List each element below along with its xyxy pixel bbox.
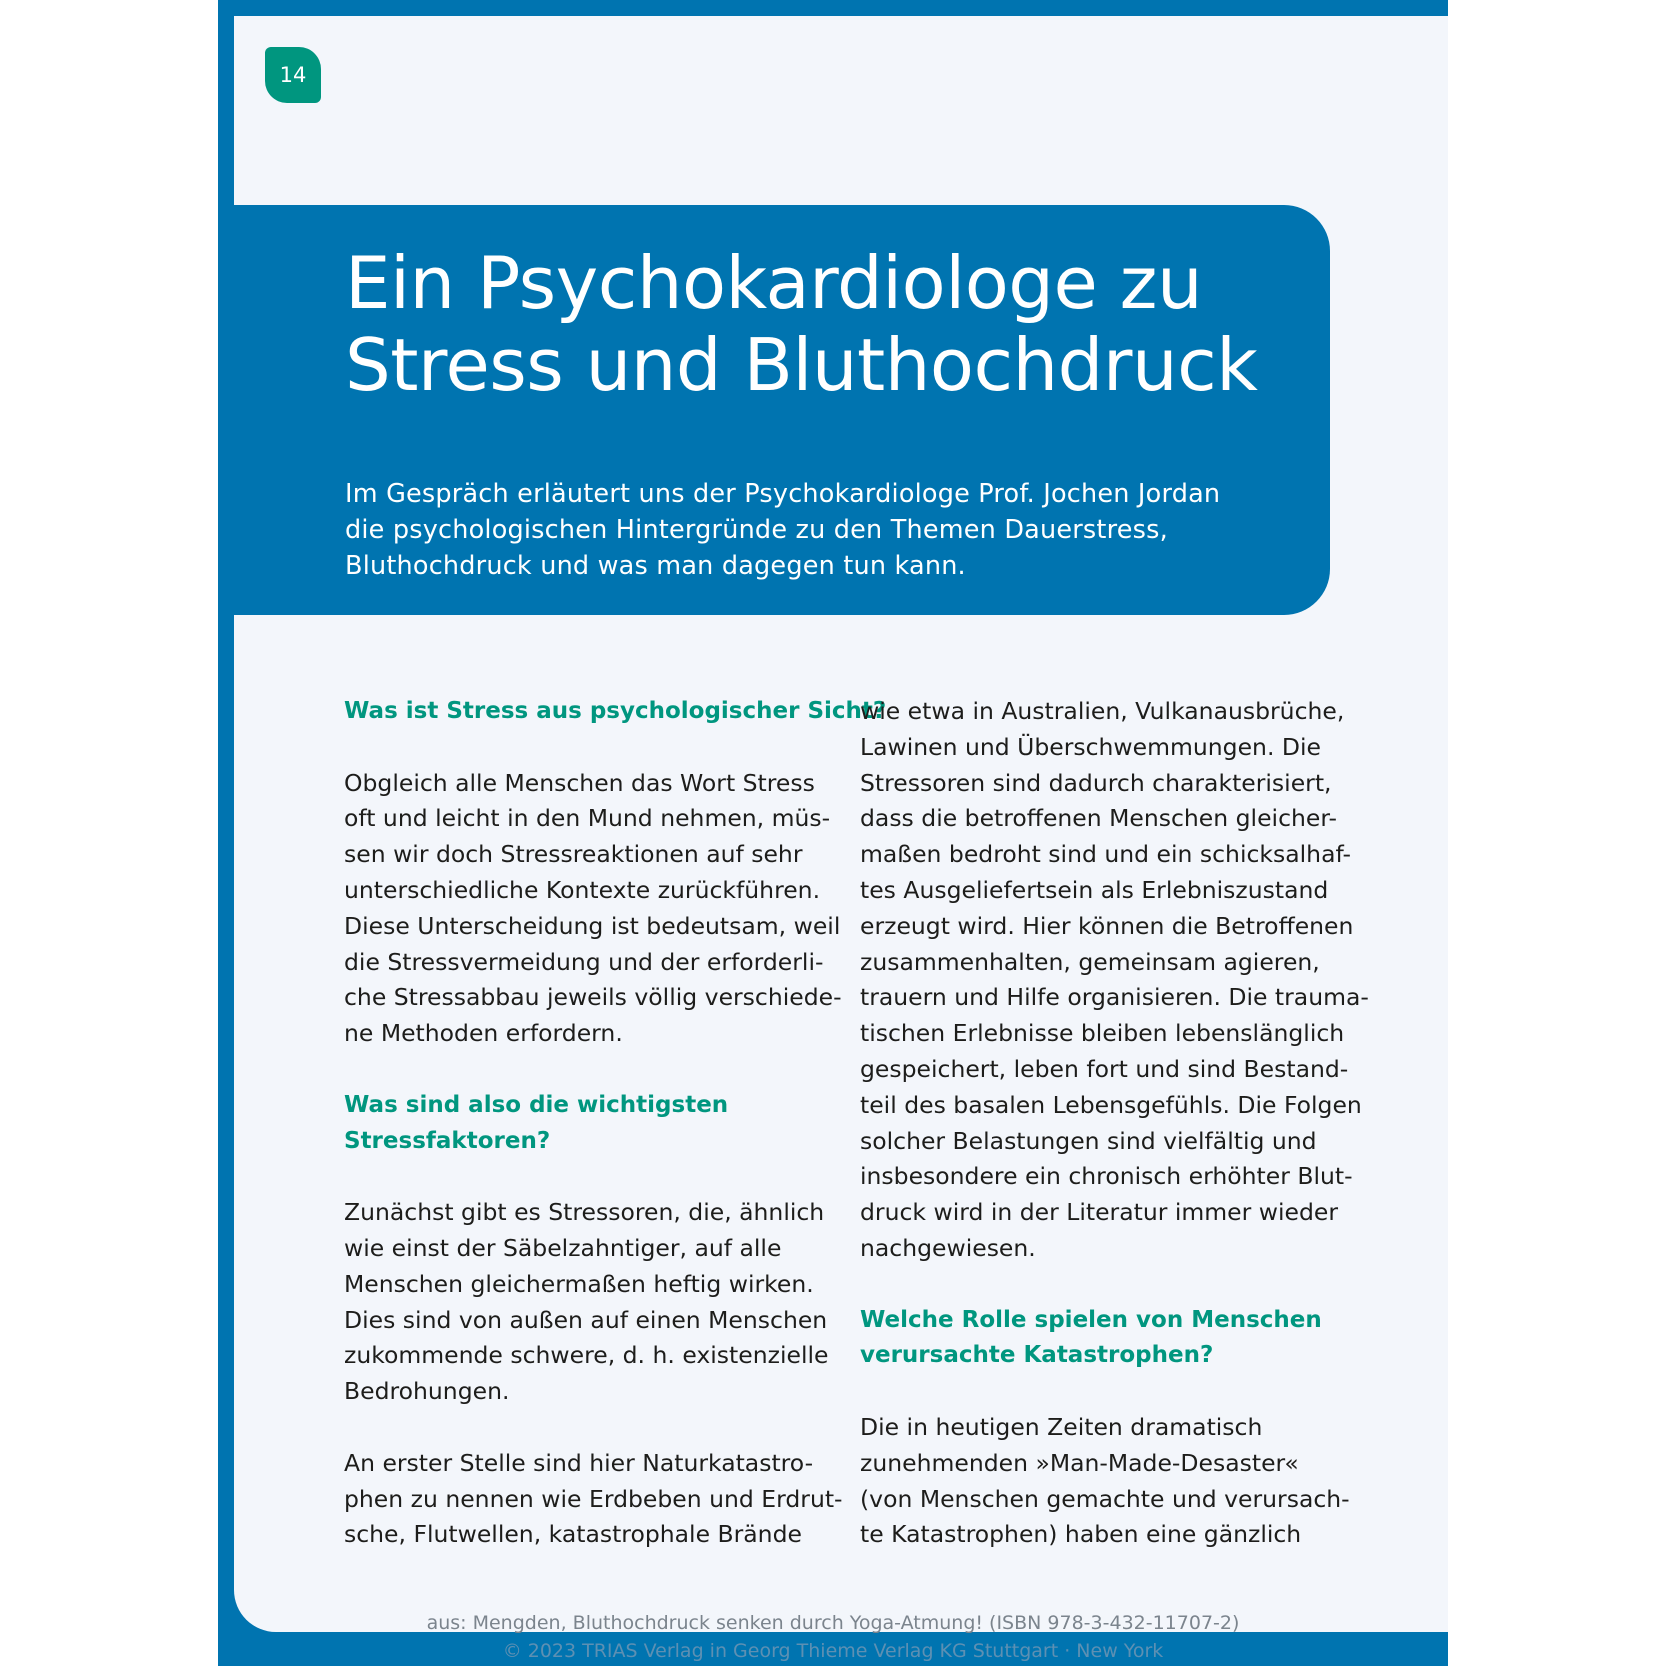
text-line: Obgleich alle Menschen das Wort Stress [344,768,815,797]
title-line: Stress und Bluthochdruck [345,323,1258,407]
question-heading [344,1088,834,1160]
text-line: tischen Erlebnisse bleiben lebenslänglich [860,1019,1345,1048]
text-line: zusammenhalten, gemeinsam agieren, [860,947,1320,976]
text-line: oft und leicht in den Mund nehmen, müs- [344,804,831,833]
answer-paragraph [344,766,842,1052]
text-line: che Stressabbau jeweils völlig verschiede- [344,983,842,1012]
text-line: An erster Stelle sind hier Naturkatastro- [344,1448,814,1477]
text-line: (von Menschen gemachte und verursach- [860,1484,1350,1513]
text-line: Diese Unterscheidung ist bedeutsam, weil [344,911,841,940]
text-line: te Katastrophen) haben eine gänzlich [860,1520,1302,1549]
text-line: solcher Belastungen sind vielfältig und [860,1126,1317,1155]
right-column [860,694,1369,1553]
heading-line: Was ist Stress aus psychologischer Sicht? [344,698,887,724]
heading-line: Was sind also die wichtigsten [344,1091,729,1118]
answer-paragraph [860,1410,1350,1553]
text-line: insbesondere ein chronisch erhöhter Blut- [860,1162,1353,1191]
text-line: tes Ausgeliefertsein als Erlebniszustand [860,875,1329,904]
text-line: Dies sind von außen auf einen Menschen [344,1305,828,1334]
text-line: druck wird in der Literatur immer wieder [860,1198,1338,1227]
heading-line: Welche Rolle spielen von Menschen [860,1306,1322,1333]
text-line: maßen bedroht sind und ein schicksalhaf- [860,840,1351,869]
article-title [345,242,1305,406]
intro-text [345,476,1305,584]
text-line: nachgewiesen. [860,1233,1036,1262]
text-line: Die in heutigen Zeiten dramatisch [860,1412,1263,1441]
text-line: gespeichert, leben fort und sind Bestand- [860,1054,1349,1083]
text-line: erzeugt wird. Hier können die Betroffenen [860,911,1354,940]
left-column [344,694,887,1553]
text-line: die Stressvermeidung und der erforderli- [344,947,824,976]
answer-paragraph [344,1195,834,1410]
text-line: Menschen gleichermaßen heftig wirken. [344,1269,814,1298]
heading-line: verursachte Katastrophen? [860,1342,1214,1369]
text-line: zunehmenden »Man-Made-Desaster« [860,1448,1299,1477]
text-line: wie etwa in Australien, Vulkanausbrüche, [860,697,1345,725]
text-line: ne Methoden erfordern. [344,1019,623,1048]
text-line: zukommende schwere, d. h. existenzielle [344,1341,829,1370]
question-heading [344,694,887,730]
page-number-badge: 14 [265,47,321,103]
text-line: Stressoren sind dadurch charakterisiert, [860,768,1332,797]
heading-line: Stressfaktoren? [344,1127,551,1154]
text-line: trauern und Hilfe organisieren. Die trauma- [860,983,1369,1012]
text-line: teil des basalen Lebensgefühls. Die Folgen [860,1090,1362,1119]
text-line: dass die betroffenen Menschen gleicher- [860,804,1337,833]
text-line: phen zu nennen wie Erdbeben und Erdrut- [344,1484,843,1513]
intro-line: Bluthochdruck und was man dagegen tun kann. [345,551,966,581]
text-line: sche, Flutwellen, katastrophale Brände [344,1520,802,1549]
source-citation: aus: Mengden, Bluthochdruck senken durch Yoga-Atmung! (ISBN 978-3-432-11707-2) [426,1612,1240,1634]
title-line: Ein Psychokardiologe zu [345,241,1203,325]
copyright-notice: © 2023 TRIAS Verlag in Georg Thieme Verlag KG Stuttgart · New York [502,1640,1164,1662]
text-line: Bedrohungen. [344,1377,510,1406]
text-line: unterschiedliche Kontexte zurückführen. [344,875,821,904]
text-line: sen wir doch Stressreaktionen auf sehr [344,840,803,869]
text-line: wie einst der Säbelzahntiger, auf alle [344,1233,782,1262]
intro-line: die psychologischen Hintergründe zu den Themen Dauerstress, [345,515,1168,545]
text-line: Zunächst gibt es Stressoren, die, ähnlich [344,1198,825,1227]
intro-line: Im Gespräch erläutert uns der Psychokardiologe Prof. Jochen Jordan [345,479,1221,509]
question-heading [860,1303,1350,1375]
text-line: Lawinen und Überschwemmungen. Die [860,732,1321,761]
answer-paragraph [860,694,1369,1267]
answer-paragraph [344,1446,843,1553]
